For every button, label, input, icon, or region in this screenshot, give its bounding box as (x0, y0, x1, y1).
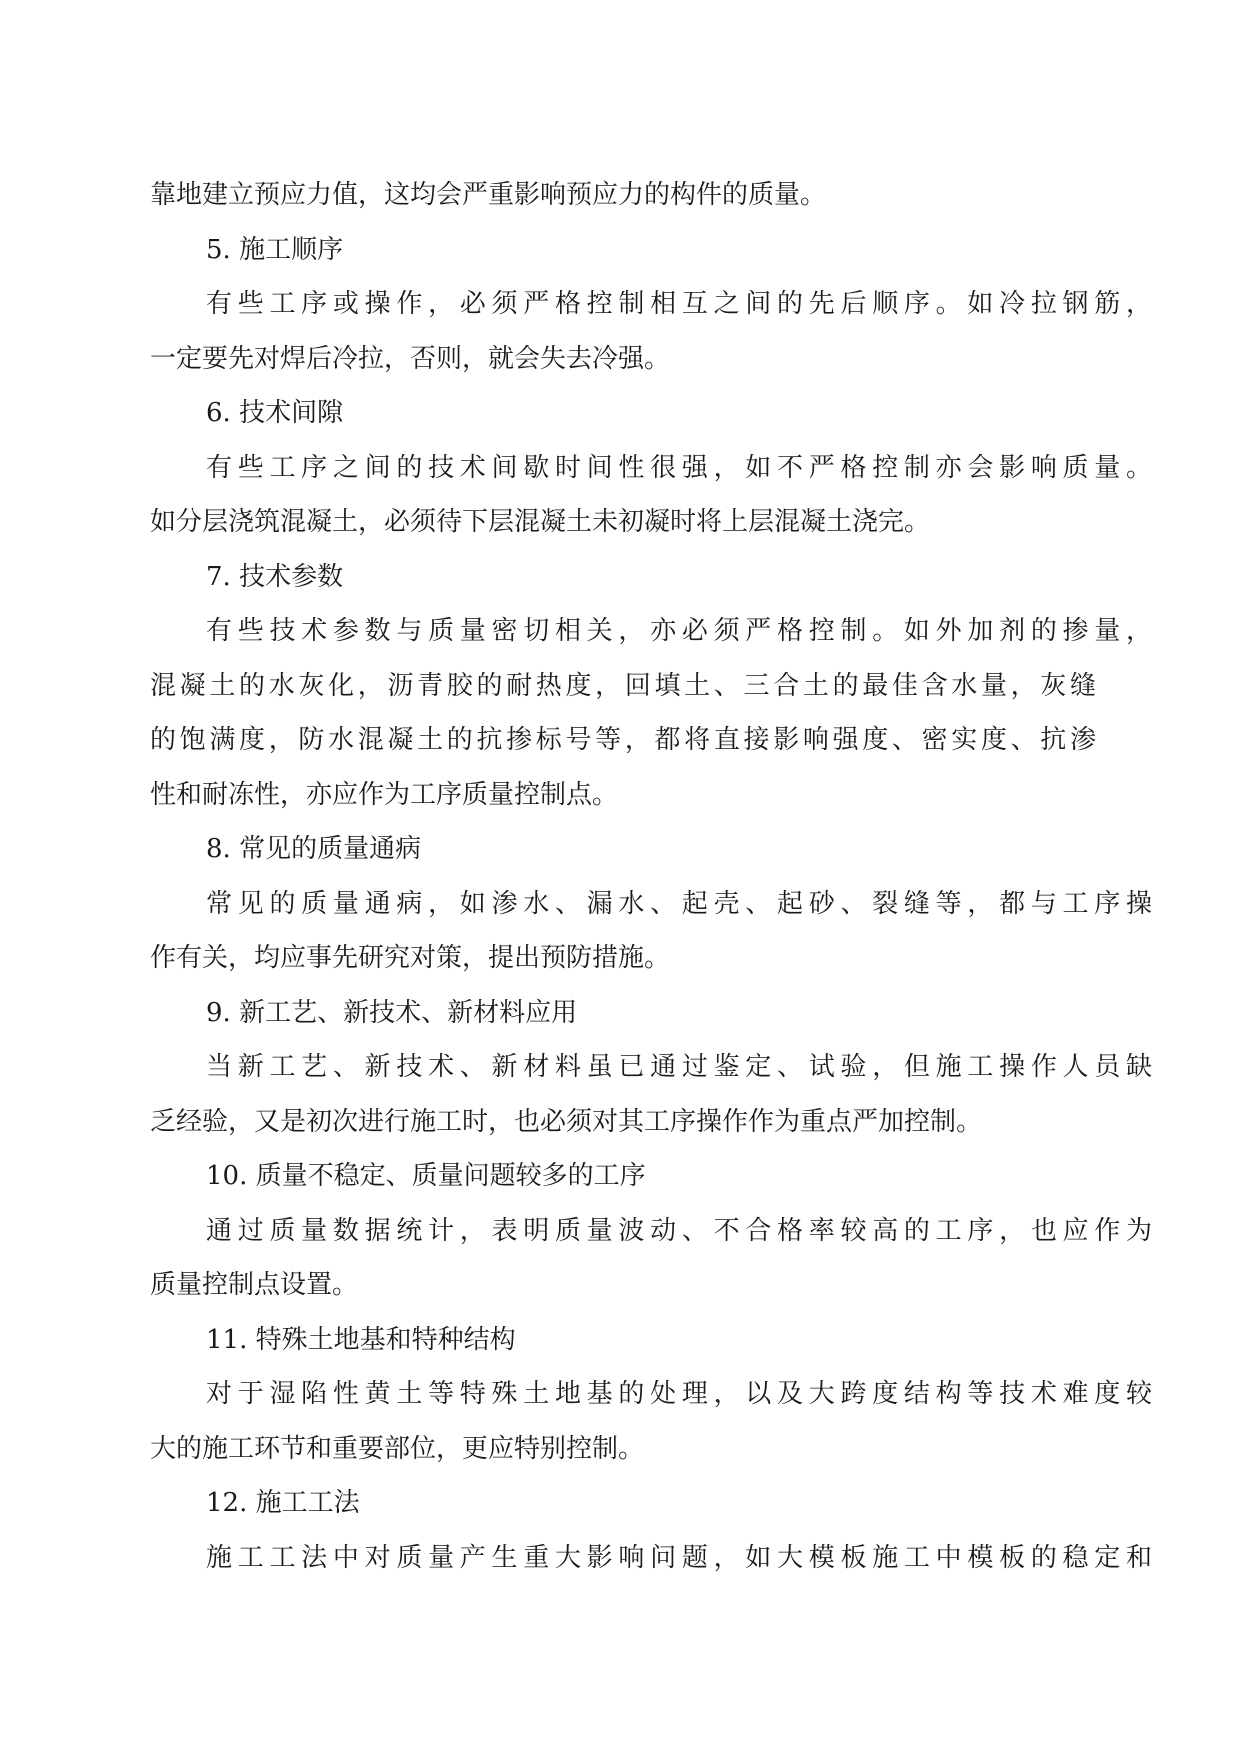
text-line: 施工工法中对质量产生重大影响问题，如大模板施工中模板的稳定和 (206, 1542, 1152, 1573)
section-heading: 11. 特殊土地基和特种结构 (206, 1324, 516, 1355)
text-line: 大的施工环节和重要部位，更应特别控制。 (150, 1433, 645, 1464)
text-line: 有些工序或操作，必须严格控制相互之间的先后顺序。如冷拉钢筋， (206, 289, 1152, 319)
text-line: 质量控制点设置。 (150, 1270, 359, 1300)
text-line: 作有关，均应事先研究对策，提出预防措施。 (150, 943, 671, 973)
document-page (150, 168, 1152, 1585)
text-line: 的饱满度，防水混凝土的抗掺标号等，都将直接影响强度、密实度、抗渗 (150, 725, 1096, 755)
text-line: 通过质量数据统计，表明质量波动、不合格率较高的工序，也应作为 (206, 1215, 1152, 1246)
text-line: 对于湿陷性黄土等特殊土地基的处理，以及大跨度结构等技术难度较 (206, 1379, 1152, 1409)
text-line: 如分层浇筑混凝土，必须待下层混凝土未初凝时将上层混凝土浇完。 (150, 507, 931, 537)
section-heading: 9. 新工艺、新技术、新材料应用 (206, 997, 578, 1028)
text-line: 有些技术参数与质量密切相关，亦必须严格控制。如外加剂的掺量， (206, 616, 1152, 646)
section-heading: 7. 技术参数 (206, 561, 344, 592)
text-line: 一定要先对焊后冷拉，否则，就会失去冷强。 (150, 343, 671, 374)
text-line: 乏经验，又是初次进行施工时，也必须对其工序操作作为重点严加控制。 (150, 1106, 983, 1137)
section-heading: 12. 施工工法 (206, 1488, 360, 1518)
text-line: 性和耐冻性，亦应作为工序质量控制点。 (150, 779, 619, 810)
text-line: 有些工序之间的技术间歇时间性很强，如不严格控制亦会影响质量。 (206, 452, 1152, 483)
text-line: 常见的质量通病，如渗水、漏水、起壳、起砂、裂缝等，都与工序操 (206, 888, 1152, 919)
text-line: 靠地建立预应力值，这均会严重影响预应力的构件的质量。 (150, 180, 827, 210)
text-line: 当新工艺、新技术、新材料虽已通过鉴定、试验，但施工操作人员缺 (206, 1052, 1152, 1082)
section-heading: 10. 质量不稳定、质量问题较多的工序 (206, 1161, 646, 1191)
section-heading: 8. 常见的质量通病 (206, 834, 422, 864)
section-heading: 6. 技术间隙 (206, 398, 344, 428)
section-heading: 5. 施工顺序 (206, 234, 344, 265)
text-line: 混凝土的水灰化，沥青胶的耐热度，回填土、三合土的最佳含水量，灰缝 (150, 670, 1096, 701)
